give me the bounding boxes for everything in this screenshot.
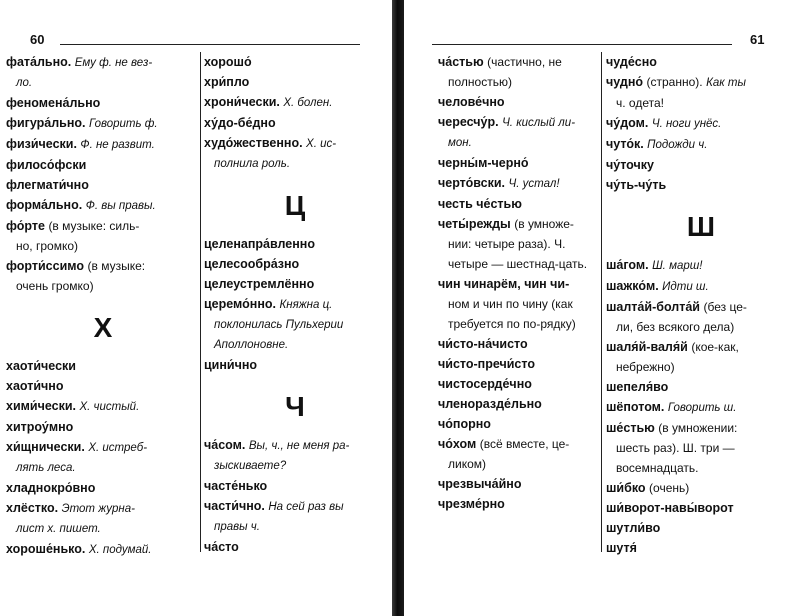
entry-headword: ши́ворот-навы́ворот [606, 501, 734, 515]
entry-example: Ему ф. не вез- [74, 57, 153, 69]
entry-continuation: нии: четыре раза). Ч. четыре — шестнад-цать. [448, 237, 588, 271]
entry-continuation: полностью) [448, 75, 512, 89]
entry-continuation: ликом) [448, 457, 487, 471]
entry-example: Как ты [706, 77, 746, 89]
entry-continuation: правы ч. [214, 521, 260, 533]
entry-headword: хитроу́мно [6, 420, 74, 434]
entry-gloss: (в музыке: силь- [48, 219, 140, 233]
entry-headword: хри́пло [204, 75, 250, 89]
entry-example: Княжна ц. [279, 299, 333, 311]
entry-continuation: мон. [448, 137, 472, 149]
entry-headword: хими́чески. [6, 399, 76, 413]
entry-example: Х. чистый. [79, 401, 140, 413]
header-rule-left [60, 44, 360, 45]
dictionary-entry [606, 297, 796, 337]
entry-headword: хладнокро́вно [6, 481, 96, 495]
entry-example: Подожди ч. [647, 139, 708, 151]
dictionary-entry [6, 113, 200, 134]
entry-example: Идти ш. [662, 281, 709, 293]
dictionary-entry [204, 92, 386, 113]
entry-headword: форма́льно. [6, 198, 83, 212]
entry-headword: фигура́льно. [6, 116, 86, 130]
entry-example: Х. подумай. [88, 544, 152, 556]
entry-continuation: ли, без всякого дела) [616, 320, 735, 334]
section-letter: Ц [284, 190, 306, 221]
dictionary-entry [6, 216, 200, 256]
entry-headword: четы́режды [438, 217, 511, 231]
dictionary-entry [204, 72, 386, 92]
dictionary-entry [204, 496, 386, 537]
entry-headword: шутя́ [606, 541, 637, 555]
entry-headword: фо́рте [6, 219, 45, 233]
dictionary-entry [606, 478, 796, 498]
entry-headword: ча́сто [204, 540, 239, 554]
entry-continuation: лять леса. [16, 462, 76, 474]
entry-headword: хорошо́ [204, 55, 252, 69]
entry-headword: ши́бко [606, 481, 646, 495]
dictionary-entry [204, 254, 386, 274]
entry-headword: чу́точку [606, 158, 654, 172]
entry-headword: хлёстко. [6, 501, 59, 515]
section-letter: Ч [285, 391, 305, 422]
entry-example: Говорить ф. [88, 118, 158, 130]
dictionary-entry [606, 72, 796, 113]
left-page [0, 0, 392, 616]
dictionary-entry [438, 354, 598, 374]
entry-headword: церемо́нно. [204, 297, 276, 311]
entry-headword: честь че́стью [438, 197, 522, 211]
entry-headword: хороше́нько. [6, 542, 86, 556]
entry-headword: шепеля́во [606, 380, 669, 394]
entry-headword: чу́ть-чу́ть [606, 178, 667, 192]
dictionary-entry [606, 337, 796, 377]
entry-continuation: ном и чин по чину (как требуется по по-рядку) [448, 297, 576, 331]
entry-example: Х. болен. [283, 97, 333, 109]
entry-headword: челове́чно [438, 95, 505, 109]
dictionary-entry [438, 274, 598, 334]
entry-gloss: (в умножении: [658, 421, 738, 435]
entry-headword: хаоти́чно [6, 379, 64, 393]
entry-headword: ша́гом. [606, 258, 649, 272]
dictionary-entry [204, 133, 386, 174]
entry-headword: чересчу́р. [438, 115, 499, 129]
header-rule-right [432, 44, 732, 45]
entry-headword: шалта́й-болта́й [606, 300, 700, 314]
dictionary-entry [438, 414, 598, 434]
entry-headword: части́чно. [204, 499, 265, 513]
dictionary-entry [6, 376, 200, 396]
entry-headword: шаля́й-валя́й [606, 340, 688, 354]
entry-continuation: полнила роль. [214, 158, 291, 170]
entry-headword: хрони́чески. [204, 95, 280, 109]
dictionary-entry [204, 274, 386, 294]
entry-continuation: зыскиваете? [214, 460, 287, 472]
dictionary-entry [606, 113, 796, 134]
dictionary-entry [204, 355, 386, 375]
right-column-2 [606, 52, 796, 558]
entry-headword: ча́сом. [204, 438, 246, 452]
entry-gloss: (всё вместе, це- [479, 437, 570, 451]
entry-headword: физи́чески. [6, 137, 77, 151]
entry-headword: ху́до-бе́дно [204, 116, 276, 130]
entry-headword: чу́дом. [606, 116, 649, 130]
entry-headword: черны́м-черно́ [438, 156, 529, 170]
entry-headword: шутли́во [606, 521, 661, 535]
dictionary-entry [438, 214, 598, 274]
entry-headword: чудно́ [606, 75, 644, 89]
dictionary-entry [204, 52, 386, 72]
dictionary-entry [204, 113, 386, 133]
book-spine [392, 0, 404, 616]
entry-continuation: но, громко) [16, 239, 78, 253]
dictionary-entry [6, 396, 200, 417]
dictionary-entry [606, 134, 796, 155]
dictionary-entry [6, 539, 200, 560]
entry-headword: членоразде́льно [438, 397, 542, 411]
dictionary-entry [606, 498, 796, 518]
entry-gloss: (очень) [649, 481, 690, 495]
dictionary-entry [606, 377, 796, 397]
entry-headword: чи́сто-пречи́сто [438, 357, 535, 371]
entry-headword: чрезме́рно [438, 497, 505, 511]
entry-example: Ч. ноги унёс. [651, 118, 722, 130]
entry-headword: феномена́льно [6, 96, 101, 110]
entry-headword: шажко́м. [606, 279, 659, 293]
dictionary-entry [606, 175, 796, 195]
dictionary-entry [6, 195, 200, 216]
dictionary-entry [6, 437, 200, 478]
entry-continuation: небрежно) [616, 360, 675, 374]
dictionary-entry [204, 537, 386, 557]
dictionary-entry [606, 276, 796, 297]
dictionary-entry [6, 356, 200, 376]
section-letter: Ш [686, 211, 716, 242]
entry-headword: целеустремлённо [204, 277, 315, 291]
entry-headword: хаоти́чески [6, 359, 76, 373]
dictionary-entry [204, 476, 386, 496]
dictionary-entry [606, 155, 796, 175]
entry-headword: фата́льно. [6, 55, 72, 69]
entry-headword: чистосерде́чно [438, 377, 532, 391]
dictionary-entry [606, 255, 796, 276]
entry-continuation: шесть раз). Ш. три — восемнадцать. [616, 441, 735, 475]
dictionary-entry [6, 175, 200, 195]
page-number-left: 60 [30, 32, 45, 47]
entry-headword: флегмати́чно [6, 178, 89, 192]
entry-headword: целесообра́зно [204, 257, 300, 271]
entry-gloss: (в умноже- [514, 217, 574, 231]
entry-headword: чи́сто-на́чисто [438, 337, 528, 351]
dictionary-entry [438, 374, 598, 394]
dictionary-entry [606, 397, 796, 418]
dictionary-entry [204, 234, 386, 254]
entry-headword: чуто́к. [606, 137, 644, 151]
left-column-2 [204, 52, 386, 557]
entry-example: Ч. кислый ли- [502, 117, 576, 129]
dictionary-entry [438, 112, 598, 153]
entry-headword: ше́стью [606, 421, 655, 435]
entry-headword: целенапра́вленно [204, 237, 315, 251]
dictionary-entry [438, 434, 598, 474]
entry-continuation: ло. [16, 77, 33, 89]
entry-continuation: ч. одета! [616, 96, 664, 110]
dictionary-entry [438, 52, 598, 92]
entry-gloss: (кое-как, [691, 340, 739, 354]
entry-example: Этот журна- [61, 503, 135, 515]
dictionary-entry [6, 134, 200, 155]
entry-headword: цини́чно [204, 358, 258, 372]
entry-headword: худо́жественно. [204, 136, 303, 150]
dictionary-entry [6, 256, 200, 296]
entry-headword: филосо́фски [6, 158, 87, 172]
dictionary-entry [606, 518, 796, 538]
dictionary-entry [6, 93, 200, 113]
page-number-right: 61 [750, 32, 765, 47]
dictionary-entry [438, 334, 598, 354]
entry-gloss: (в музыке: [87, 259, 146, 273]
entry-gloss: (без це- [703, 300, 747, 314]
dictionary-entry [606, 418, 796, 478]
dictionary-entry [438, 394, 598, 414]
entry-headword: чуде́сно [606, 55, 657, 69]
entry-headword: хи́щнически. [6, 440, 85, 454]
entry-example: Ф. не развит. [80, 139, 155, 151]
entry-example: Ф. вы правы. [85, 200, 156, 212]
entry-gloss: (странно). [646, 75, 703, 89]
entry-example: На сей раз вы [268, 501, 344, 513]
dictionary-entry [438, 153, 598, 173]
dictionary-entry [606, 52, 796, 72]
dictionary-entry [438, 494, 598, 514]
dictionary-entry [438, 474, 598, 494]
entry-example: Х. истреб- [88, 442, 148, 454]
entry-headword: часте́нько [204, 479, 268, 493]
dictionary-entry [438, 92, 598, 112]
entry-headword: черто́вски. [438, 176, 506, 190]
dictionary-entry [6, 52, 200, 93]
entry-example: Говорить ш. [667, 402, 737, 414]
dictionary-entry [6, 478, 200, 498]
entry-headword: шёпотом. [606, 400, 665, 414]
entry-headword: чрезвыча́йно [438, 477, 522, 491]
dictionary-entry [6, 417, 200, 437]
section-letter: Х [93, 312, 113, 343]
dictionary-entry [606, 538, 796, 558]
entry-example: Ш. марш! [652, 260, 703, 272]
left-column-1 [6, 52, 200, 560]
entry-example: Вы, ч., не меня ра- [248, 440, 350, 452]
entry-gloss: (частично, не [487, 55, 562, 69]
right-page [404, 0, 800, 616]
entry-continuation: очень громко) [16, 279, 94, 293]
entry-headword: форти́ссимо [6, 259, 84, 273]
entry-example: Ч. устал! [508, 178, 560, 190]
dictionary-entry [6, 155, 200, 175]
entry-headword: ча́стью [438, 55, 484, 69]
dictionary-entry [204, 435, 386, 476]
dictionary-entry [438, 194, 598, 214]
entry-continuation: поклонилась Пульхерии Аполлоновне. [214, 319, 344, 351]
entry-headword: чин чинарём, чин чи- [438, 277, 570, 291]
dictionary-entry [204, 294, 386, 355]
entry-example: Х. ис- [306, 138, 337, 150]
entry-continuation: лист х. пишет. [16, 523, 101, 535]
dictionary-entry [438, 173, 598, 194]
column-divider-right [601, 52, 602, 552]
dictionary-entry [6, 498, 200, 539]
column-divider-left [200, 52, 201, 552]
entry-headword: чо́хом [438, 437, 477, 451]
right-column-1 [438, 52, 598, 514]
entry-headword: чо́порно [438, 417, 491, 431]
